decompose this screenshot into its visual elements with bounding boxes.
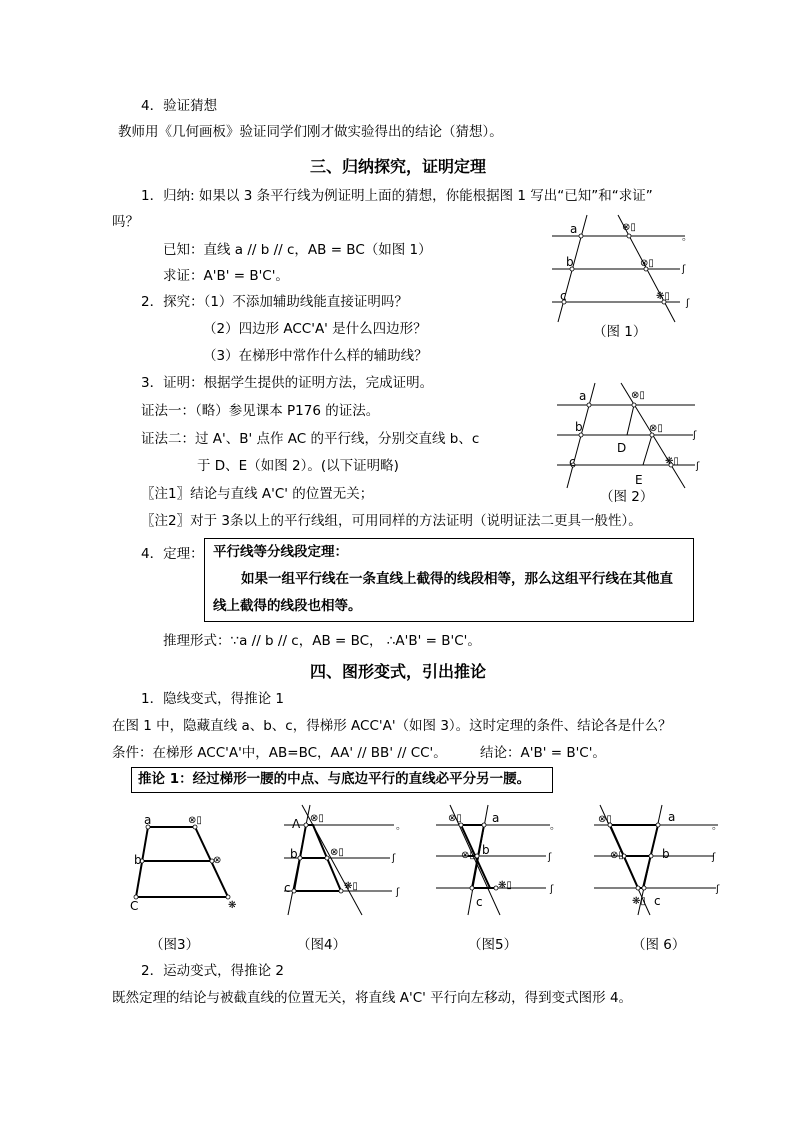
fig5-label-a: a bbox=[492, 811, 500, 825]
fig3-label-b: b bbox=[134, 853, 142, 867]
variant1-condition: 条件：在梯形 ACC'A'中，AB=BC，AA' // BB' // CC'。 bbox=[112, 745, 447, 761]
theorem-name: 平行线等分线段定理： bbox=[213, 544, 348, 560]
variant2-title: 2．运动变式，得推论 2 bbox=[141, 963, 284, 979]
figure-3-caption: （图3） bbox=[150, 937, 200, 953]
figure-1 bbox=[540, 210, 700, 325]
fig2-label-b: b bbox=[575, 420, 583, 434]
fig6-label-b: b bbox=[662, 847, 670, 861]
proof-method-2-line1: 证法二：过 A'、B' 点作 AC 的平行线，分别交直线 b、c bbox=[141, 431, 480, 447]
known-statement: 已知：直线 a // b // c，AB = BC（如图 1） bbox=[163, 242, 432, 258]
fig1-end-b: ʃ bbox=[682, 264, 686, 275]
figure-3 bbox=[120, 810, 250, 915]
fig2-label-a: a bbox=[579, 389, 587, 403]
fig5-glyph-top: ⊗▯ bbox=[448, 813, 462, 824]
item1-line1: 1．归纳: 如果以 3 条平行线为例证明上面的猜想，你能根据图 1 写出“已知”和“求证” bbox=[141, 188, 653, 204]
fig6-glyph-bot: ❋▯ bbox=[632, 896, 646, 907]
figure-4-caption: （图4） bbox=[297, 937, 347, 953]
fig3-label-a: a bbox=[144, 813, 152, 827]
figure-2-caption: （图 2） bbox=[600, 489, 654, 505]
fig4-label-A: A bbox=[292, 817, 301, 831]
fig4-glyph-mid: ⊗▯ bbox=[330, 847, 344, 858]
proof-method-1: 证法一：（略）参见课本 P176 的证法。 bbox=[141, 403, 380, 419]
theorem-box bbox=[204, 538, 694, 622]
fig1-end-a: 。 bbox=[682, 232, 692, 243]
variant2-line1: 既然定理的结论与被截直线的位置无关，将直线 A'C' 平行向左移动，得到变式图形 4。 bbox=[112, 990, 633, 1006]
figure-4 bbox=[272, 800, 412, 920]
heading-section-3: 三、归纳探究，证明定理 bbox=[310, 157, 487, 176]
fig3-label-C: C bbox=[130, 899, 139, 913]
fig6-end-a: 。 bbox=[712, 821, 722, 832]
note-1: 〖注1〗结论与直线 A'C' 的位置无关； bbox=[141, 486, 374, 502]
theorem-line2: 线上截得的线段也相等。 bbox=[213, 598, 362, 614]
fig6-glyph-top: ⊗▯ bbox=[598, 814, 612, 825]
fig1-glyph-top: ⊗▯ bbox=[622, 222, 636, 233]
corollary-1: 推论 1：经过梯形一腰的中点、与底边平行的直线必平分另一腰。 bbox=[138, 771, 531, 787]
fig6-label-a: a bbox=[668, 810, 676, 824]
fig2-glyph-mid: ⊗▯ bbox=[649, 423, 663, 434]
fig5-end-c: ʃ bbox=[550, 884, 554, 895]
fig3-glyph-top: ⊗▯ bbox=[188, 815, 202, 826]
fig5-label-b: b bbox=[482, 843, 490, 857]
fig4-label-b: b bbox=[290, 847, 298, 861]
figure-6 bbox=[590, 800, 730, 920]
fig2-end-b: ʃ bbox=[693, 430, 697, 441]
fig1-label-b: b bbox=[566, 255, 574, 269]
explore-q1: 2．探究：（1）不添加辅助线能直接证明吗？ bbox=[141, 294, 408, 310]
fig1-glyph-mid: ⊗▯ bbox=[640, 258, 654, 269]
fig4-glyph-bot: ❋▯ bbox=[344, 881, 358, 892]
variant1-title: 1．隐线变式，得推论 1 bbox=[141, 691, 284, 707]
fig5-glyph-mid: ⊗▯ bbox=[461, 850, 475, 861]
fig4-end-a: 。 bbox=[396, 821, 406, 832]
note-2: 〖注2〗对于 3条以上的平行线组，可用同样的方法证明（说明证法二更具一般性）。 bbox=[141, 513, 642, 529]
fig4-glyph-top: ⊗▯ bbox=[310, 813, 324, 824]
fig5-glyph-bot: ❋▯ bbox=[498, 880, 512, 891]
heading-section-4: 四、图形变式，引出推论 bbox=[310, 662, 487, 681]
item1-line2: 吗？ bbox=[112, 214, 139, 230]
figure-6-caption: （图 6） bbox=[632, 937, 686, 953]
fig1-end-c: ʃ bbox=[686, 298, 690, 309]
fig4-label-c: c bbox=[284, 881, 291, 895]
proof-method-2-line2: 于 D、E（如图 2）。(以下证明略) bbox=[197, 458, 399, 474]
fig5-end-a: 。 bbox=[550, 821, 560, 832]
fig1-glyph-bot: ❋▯ bbox=[656, 291, 670, 302]
fig2-label-c: c bbox=[569, 455, 576, 469]
variant1-question: 在图 1 中，隐藏直线 a、b、c，得梯形 ACC'A'（如图 3）。这时定理的条件、结论各是什么？ bbox=[112, 718, 672, 734]
fig6-label-c: c bbox=[654, 894, 661, 908]
fig3-glyph-bot: ❋ bbox=[228, 900, 237, 911]
fig2-label-D: D bbox=[617, 441, 627, 455]
variant1-conclusion: 结论：A'B' = B'C'。 bbox=[480, 745, 606, 761]
fig1-label-c: c bbox=[560, 289, 567, 303]
figure-2 bbox=[545, 378, 710, 490]
fig6-end-c: ʃ bbox=[716, 884, 720, 895]
fig6-glyph-mid: ⊗▯ bbox=[610, 850, 624, 861]
fig5-end-b: ʃ bbox=[548, 852, 552, 863]
fig2-label-E: E bbox=[635, 473, 643, 487]
section4-body: 教师用《几何画板》验证同学们刚才做实验得出的结论（猜想）。 bbox=[118, 124, 503, 140]
figure-5-caption: （图5） bbox=[468, 937, 518, 953]
fig6-end-b: ʃ bbox=[712, 852, 716, 863]
theorem-label: 4．定理： bbox=[141, 546, 204, 562]
fig2-end-c: ʃ bbox=[696, 461, 700, 472]
proof-title: 3．证明：根据学生提供的证明方法，完成证明。 bbox=[141, 375, 434, 391]
corollary-1-box bbox=[131, 767, 553, 793]
theorem-line1: 如果一组平行线在一条直线上截得的线段相等，那么这组平行线在其他直 bbox=[241, 571, 673, 587]
figure-5 bbox=[428, 800, 563, 920]
fig4-end-b: ʃ bbox=[392, 853, 396, 864]
explore-q2: （2）四边形 ACC'A' 是什么四边形？ bbox=[203, 321, 427, 337]
fig2-glyph-top: ⊗▯ bbox=[631, 390, 645, 401]
figure-1-caption: （图 1） bbox=[593, 324, 647, 340]
reasoning-form: 推理形式：∵a // b // c，AB = BC， ∴A'B' = B'C'。 bbox=[163, 633, 481, 649]
section4-title: 4．验证猜想 bbox=[141, 98, 218, 114]
fig1-label-a: a bbox=[570, 222, 578, 236]
fig4-end-c: ʃ bbox=[396, 887, 400, 898]
fig2-glyph-bot: ❋▯ bbox=[665, 456, 679, 467]
explore-q3: （3）在梯形中常作什么样的辅助线？ bbox=[203, 348, 428, 364]
prove-statement: 求证：A'B' = B'C'。 bbox=[163, 268, 289, 284]
fig5-label-c: c bbox=[476, 895, 483, 909]
fig3-glyph-mid: ⊗ bbox=[213, 855, 222, 866]
